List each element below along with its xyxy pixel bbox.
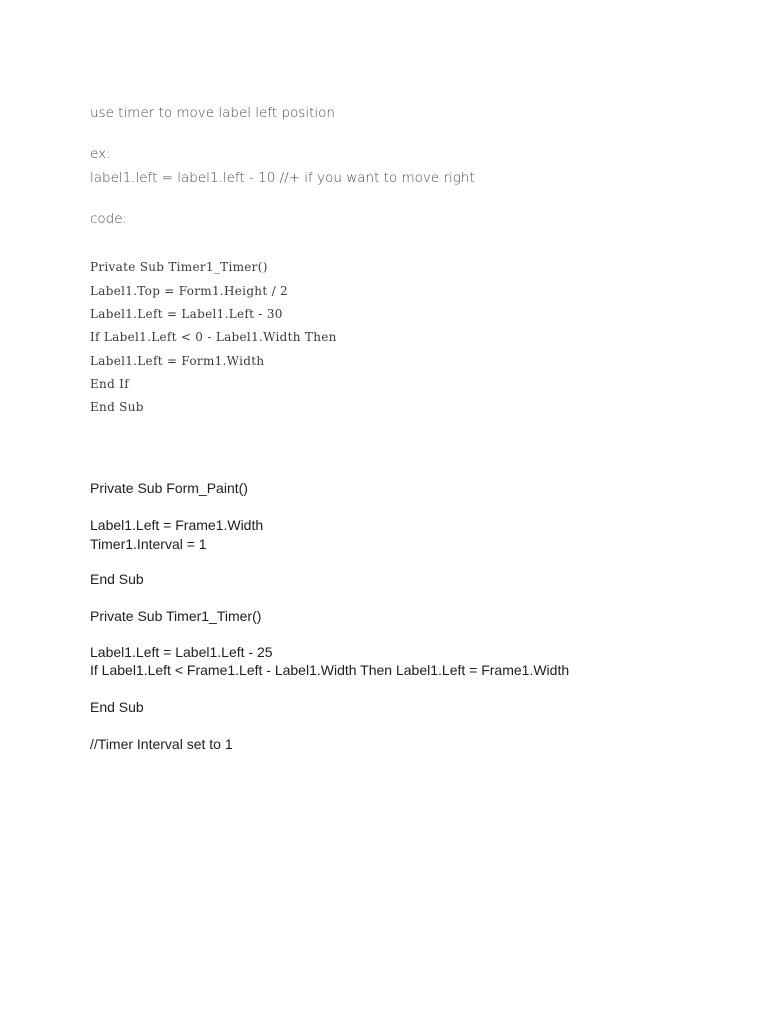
code-line: End If — [90, 377, 129, 391]
code-line: Private Sub Timer1_Timer() — [90, 260, 268, 274]
code-line: Label1.Left = Form1.Width — [90, 354, 265, 368]
code-line: Label1.Left = Frame1.Width — [90, 517, 264, 533]
code-line: Label1.Left = Label1.Left - 30 — [90, 307, 283, 321]
code-label: code: — [90, 211, 128, 227]
code-line: If Label1.Left < 0 - Label1.Width Then — [90, 330, 337, 344]
code-line: End Sub — [90, 400, 144, 414]
code-line: Timer1.Interval = 1 — [90, 536, 207, 552]
end-sub-line: End Sub — [90, 699, 144, 715]
code-line: Label1.Top = Form1.Height / 2 — [90, 284, 288, 298]
example-label: ex: — [90, 146, 111, 162]
timer-comment: //Timer Interval set to 1 — [90, 736, 233, 752]
example-line: label1.left = label1.left - 10 //+ if you want to move right — [90, 170, 475, 186]
code-line: Label1.Left = Label1.Left - 25 — [90, 644, 273, 660]
end-sub-line: End Sub — [90, 571, 144, 587]
intro-heading: use timer to move label left position — [90, 105, 335, 121]
timer-sub: Private Sub Timer1_Timer() — [90, 608, 262, 624]
form-paint-sub: Private Sub Form_Paint() — [90, 480, 248, 496]
code-line: If Label1.Left < Frame1.Left - Label1.Width Then Label1.Left = Frame1.Width — [90, 662, 570, 678]
